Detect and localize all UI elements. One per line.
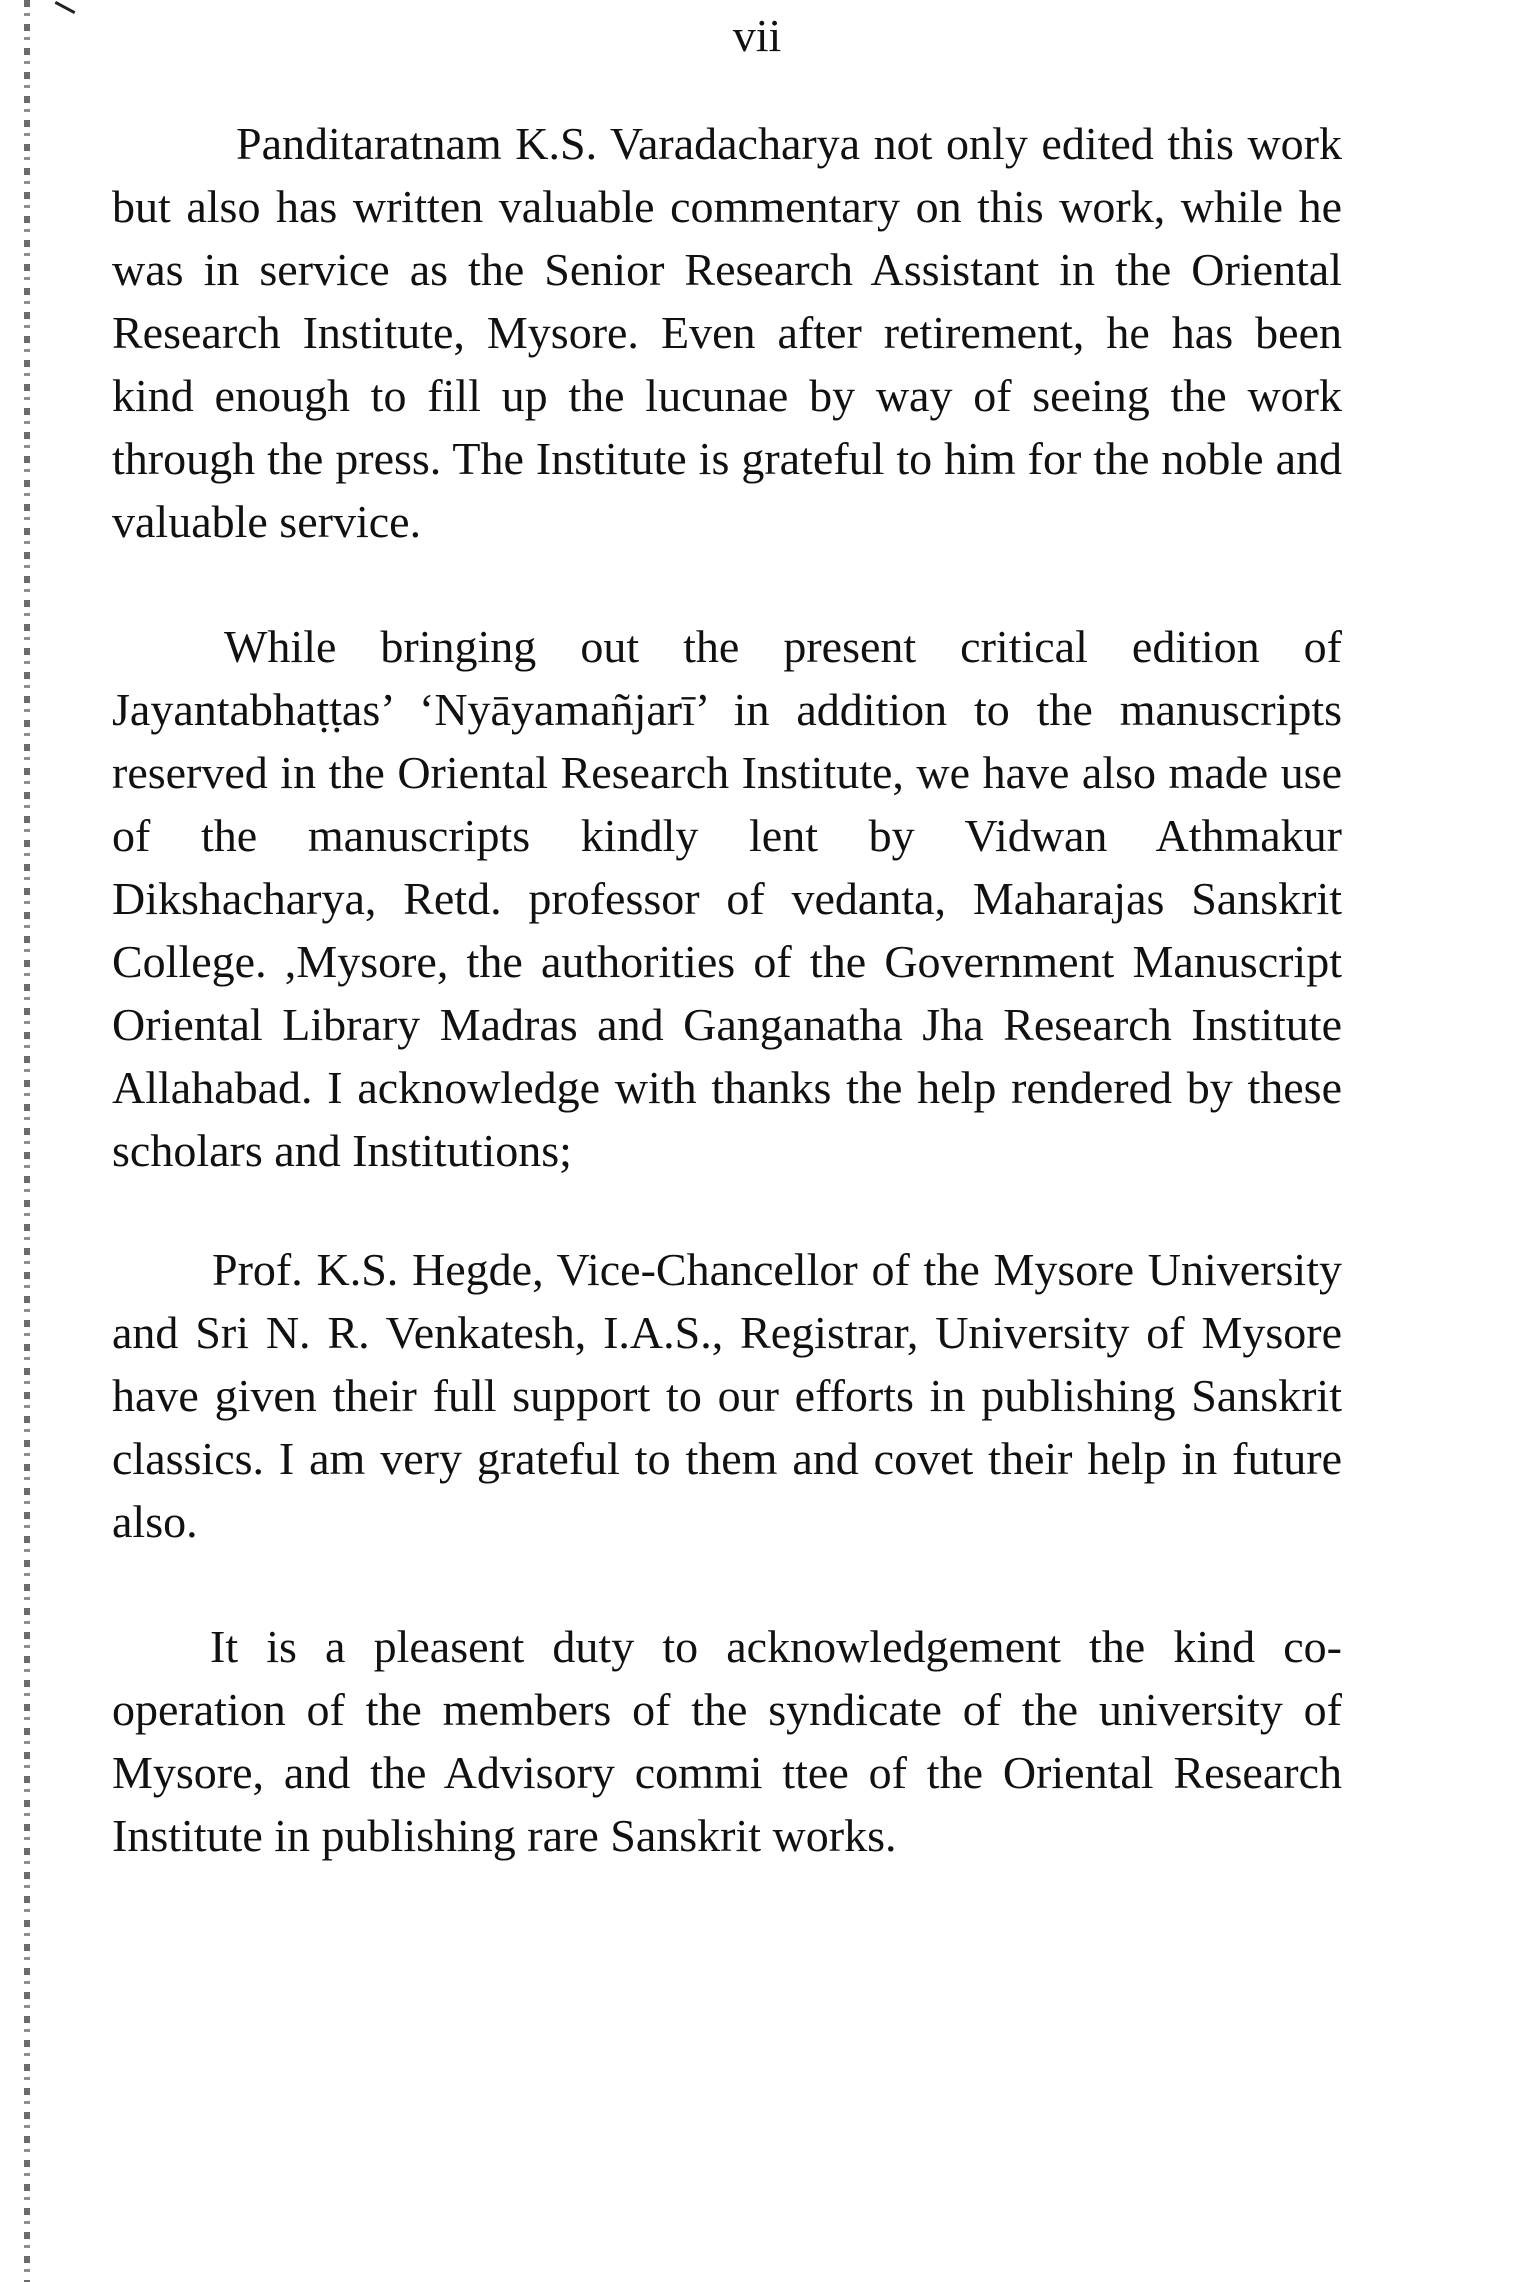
paragraph-university-support: Prof. K.S. Hegde, Vice-Chancellor of the Mysore University and Sri N. R. Venkatesh, I.A.S., Registrar, University of Mysore have given their full support to our efforts in publishing Sanskrit classics. I am very grateful to them and covet their help in future also. — [112, 1244, 1342, 1547]
page-number: vii — [732, 10, 782, 61]
paragraph-manuscripts-sources: While bringing out the present critical edition of Jayantabhaṭṭas’ ‘Nyāyamañjarī’ in addition to the manuscripts reserved in the Oriental Research Institute, we have also made use of the manuscripts kindly lent by Vidwan Athmakur Dikshacharya, Retd. professor of vedanta, Maharajas Sanskrit College. ,Mysore, the authorities of the Government Manuscript Oriental Library Madras and Ganganatha Jha Research Institute Allahabad. I acknowledge with thanks the help rendered by these scholars and Institutions; — [112, 621, 1342, 1176]
paragraph-syndicate-cooperation: It is a pleasent duty to acknowledgement the kind co-operation of the members of the syndicate of the university of Mysore, and the Advisory commi ttee of the Oriental Research Institute in publishing rare Sanskrit works. — [112, 1621, 1342, 1861]
body-text — [112, 112, 1342, 1929]
binding-edge — [24, 0, 30, 2282]
paragraph-acknowledgement-editor: Panditaratnam K.S. Varadacharya not only edited this work but also has written valuable commentary on this work, while he was in service as the Senior Research Assistant in the Oriental Research Institute, Mysore. Even after retirement, he has been kind enough to fill up the lucunae by way of seeing the work through the press. The Institute is grateful to him for the noble and valuable service. — [112, 118, 1342, 547]
